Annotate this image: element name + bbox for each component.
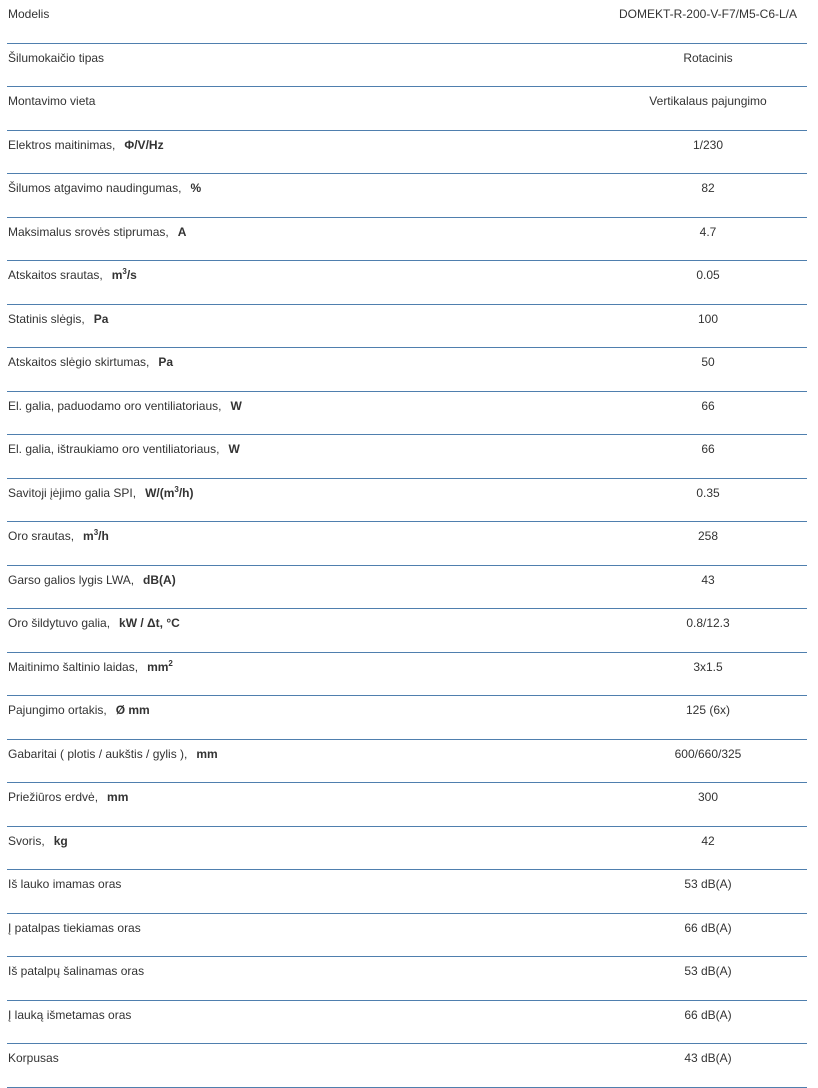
spec-row <box>0 305 818 349</box>
spec-label-text: Pajungimo ortakis, <box>8 703 107 717</box>
spec-unit <box>145 486 193 500</box>
spec-value: DOMEKT-R-200-V-F7/M5-C6-L/A <box>618 7 798 21</box>
spec-label <box>8 653 173 682</box>
spec-value: 100 <box>697 311 719 326</box>
spec-row <box>0 914 818 958</box>
spec-label <box>8 522 109 551</box>
spec-label <box>8 131 164 160</box>
spec-value: 600/660/325 <box>674 746 742 761</box>
spec-row <box>0 696 818 740</box>
spec-unit <box>116 703 150 717</box>
spec-unit-superscript: 3 <box>174 484 179 494</box>
spec-unit-text: mm <box>147 659 169 674</box>
spec-label-text: Oro srautas, <box>8 529 75 543</box>
spec-row <box>0 522 818 566</box>
spec-unit-text: Ø mm <box>115 703 150 717</box>
spec-row <box>0 479 818 523</box>
spec-row <box>0 218 818 262</box>
spec-label-text: Elektros maitinimas, <box>8 137 116 152</box>
spec-unit-superscript: 2 <box>168 658 173 668</box>
spec-row <box>0 87 818 131</box>
spec-row <box>0 44 818 88</box>
spec-value: 66 dB(A) <box>684 1007 732 1022</box>
spec-label <box>8 566 176 595</box>
spec-unit-text: mm <box>107 790 129 804</box>
spec-row <box>0 609 818 653</box>
spec-unit-superscript: 3 <box>93 528 99 537</box>
spec-row <box>0 1044 818 1088</box>
spec-value: 82 <box>701 181 715 195</box>
spec-unit <box>124 138 163 152</box>
spec-label-text: Modelis <box>8 7 50 21</box>
spec-unit-text: m <box>83 529 94 543</box>
spec-label-text: Šilumokaičio tipas <box>8 50 105 65</box>
spec-value: 53 dB(A) <box>684 964 732 978</box>
spec-label <box>8 218 186 247</box>
spec-label <box>8 740 218 769</box>
spec-unit <box>190 181 201 195</box>
spec-unit-text: W/(m <box>145 485 175 500</box>
spec-row <box>0 870 818 914</box>
spec-value: 0.05 <box>696 268 720 282</box>
spec-value: 43 dB(A) <box>684 1051 732 1065</box>
spec-value: 53 dB(A) <box>684 877 732 891</box>
spec-label <box>8 0 49 29</box>
spec-unit <box>94 312 109 326</box>
spec-label-text: El. galia, ištraukiamo oro ventiliatoriaus, <box>8 442 220 456</box>
spec-unit-superscript: 3 <box>122 267 127 276</box>
spec-row <box>0 261 818 305</box>
spec-unit-text: mm <box>196 746 218 761</box>
spec-unit <box>83 529 109 543</box>
spec-value: 66 dB(A) <box>684 920 732 935</box>
spec-unit-text: Pa <box>93 311 109 326</box>
spec-label-text: Atskaitos srautas, <box>8 268 103 282</box>
spec-label-text: Šilumos atgavimo naudingumas, <box>8 181 182 195</box>
spec-unit-text: Φ/V/Hz <box>124 137 164 152</box>
spec-row <box>0 740 818 784</box>
spec-label <box>8 87 95 116</box>
spec-row <box>0 131 818 175</box>
spec-value: 50 <box>701 355 715 369</box>
spec-label-text: Atskaitos slėgio skirtumas, <box>8 355 150 369</box>
spec-label-text: Statinis slėgis, <box>8 311 85 326</box>
spec-unit <box>228 442 239 456</box>
spec-label <box>8 305 108 334</box>
spec-label-text: Į patalpas tiekiamas oras <box>8 920 141 935</box>
spec-row <box>0 827 818 871</box>
spec-unit-suffix: /s <box>126 268 137 282</box>
spec-unit-text: W <box>228 442 240 456</box>
spec-label-text: Svoris, <box>8 833 45 848</box>
spec-label <box>8 914 141 943</box>
spec-value: 1/230 <box>692 137 724 152</box>
spec-unit-text: kg <box>53 833 68 848</box>
spec-label <box>8 435 240 464</box>
spec-unit-text: kW / Δt, °C <box>119 616 180 630</box>
spec-value: 4.7 <box>699 224 717 239</box>
spec-row <box>0 783 818 827</box>
spec-label-text: Montavimo vieta <box>8 94 96 108</box>
spec-label <box>8 957 144 986</box>
spec-label-text: Į lauką išmetamas oras <box>8 1007 132 1022</box>
spec-label <box>8 1044 59 1073</box>
spec-row <box>0 653 818 697</box>
spec-unit <box>107 790 128 804</box>
spec-row <box>0 0 818 44</box>
spec-label <box>8 827 68 856</box>
spec-unit <box>230 399 241 413</box>
spec-value: 43 <box>701 572 715 587</box>
spec-label-text: Priežiūros erdvė, <box>8 790 99 804</box>
spec-label-text: Savitoji įėjimo galia SPI, <box>8 485 137 500</box>
spec-value: 258 <box>697 529 719 543</box>
spec-label <box>8 783 128 812</box>
spec-unit <box>143 573 176 587</box>
spec-label <box>8 870 121 899</box>
spec-unit-suffix: /h <box>98 529 109 543</box>
spec-value: Vertikalaus pajungimo <box>649 94 767 108</box>
spec-label <box>8 348 173 377</box>
spec-value: 42 <box>701 833 715 848</box>
spec-unit <box>119 616 180 630</box>
spec-unit-text: W <box>230 398 242 413</box>
spec-value: 66 <box>701 442 715 456</box>
spec-unit <box>112 268 137 282</box>
spec-value: 66 <box>701 398 715 413</box>
spec-unit-text: A <box>177 224 187 239</box>
spec-unit-text: % <box>190 181 202 195</box>
spec-label <box>8 174 201 203</box>
spec-unit <box>158 355 173 369</box>
spec-row <box>0 348 818 392</box>
spec-value: Rotacinis <box>683 50 733 65</box>
spec-label <box>8 392 242 421</box>
spec-label-text: Iš patalpų šalinamas oras <box>8 964 145 978</box>
spec-row <box>0 392 818 436</box>
spec-row <box>0 957 818 1001</box>
spec-label <box>8 609 180 638</box>
spec-value: 3x1.5 <box>693 659 723 674</box>
spec-label-text: El. galia, paduodamo oro ventiliatoriaus, <box>8 398 222 413</box>
spec-row <box>0 435 818 479</box>
spec-unit <box>196 747 217 761</box>
spec-label <box>8 1001 131 1030</box>
spec-label-text: Maitinimo šaltinio laidas, <box>8 659 139 674</box>
spec-unit-text: dB(A) <box>143 572 176 587</box>
spec-label-text: Garso galios lygis LWA, <box>8 572 135 587</box>
spec-label <box>8 696 150 725</box>
spec-label-text: Korpusas <box>8 1051 59 1065</box>
spec-label <box>8 261 137 290</box>
spec-unit-suffix: /h) <box>178 485 194 500</box>
spec-value: 0.8/12.3 <box>686 616 730 630</box>
spec-label <box>8 44 104 73</box>
spec-unit <box>178 225 187 239</box>
spec-value: 0.35 <box>696 485 720 500</box>
spec-label-text: Gabaritai ( plotis / aukštis / gylis ), <box>8 746 188 761</box>
spec-row <box>0 1001 818 1045</box>
spec-unit-text: Pa <box>158 355 174 369</box>
spec-value: 300 <box>697 790 719 804</box>
spec-row <box>0 174 818 218</box>
spec-label-text: Oro šildytuvo galia, <box>8 616 111 630</box>
spec-row <box>0 566 818 610</box>
spec-unit <box>147 660 173 674</box>
spec-unit-text: m <box>111 268 123 282</box>
spec-label <box>8 479 194 508</box>
spec-label-text: Maksimalus srovės stiprumas, <box>8 224 169 239</box>
spec-unit <box>54 834 68 848</box>
spec-value: 125 (6x) <box>685 703 731 717</box>
spec-label-text: Iš lauko imamas oras <box>8 877 122 891</box>
